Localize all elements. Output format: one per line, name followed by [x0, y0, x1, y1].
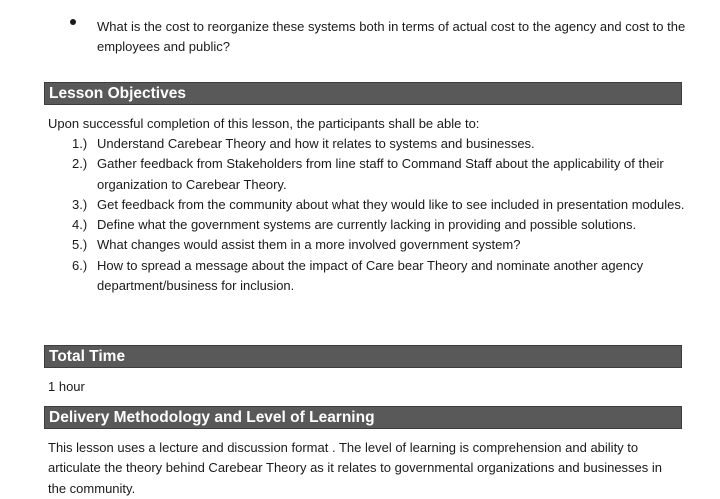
list-item [48, 235, 688, 255]
list-item-number: 4.) [72, 217, 88, 233]
list-item-number: 2.) [72, 156, 88, 172]
total-time-value: 1 hour [48, 379, 85, 394]
list-item [48, 154, 688, 195]
list-item-text: Define what the government systems are currently lacking in providing and possible solutions. [97, 217, 637, 233]
objectives-list [48, 134, 688, 296]
list-item-text: Gather feedback from Stakeholders from line staff to Command Staff about the applicability of their organization to Carebear Theory. [97, 156, 664, 192]
lesson-objectives-header [44, 82, 682, 105]
list-item-number: 3.) [72, 196, 88, 212]
list-item-text: Get feedback from the community about what they would like to see included in presentation modules. [97, 196, 685, 212]
bullet-icon [70, 16, 76, 22]
list-item-text: How to spread a message about the impact of Care bear Theory and nominate another agency department/business for inclusion. [97, 257, 644, 294]
list-item [48, 195, 688, 215]
total-time-title: Total Time [49, 348, 126, 365]
list-item [48, 215, 688, 235]
list-item-number: 5.) [72, 237, 88, 253]
list-item [48, 256, 688, 297]
delivery-methodology-header [44, 406, 682, 429]
delivery-methodology-text: This lesson uses a lecture and discussion format . The level of learning is comprehension and ability to articulate the theory behind Carebear Theory as it relates to governmental organizations and businesses in the community. [48, 440, 663, 496]
total-time-header [44, 345, 682, 368]
list-item-text: What changes would assist them in a more involved government system? [97, 237, 521, 253]
objectives-intro: Upon successful completion of this lesson, the participants shall be able to: [48, 116, 480, 131]
cost-question-bullet: What is the cost to reorganize these systems both in terms of actual cost to the agency and cost to the employees and public? [97, 19, 686, 54]
list-item-number: 6.) [72, 257, 88, 273]
delivery-methodology-title: Delivery Methodology and Level of Learning [49, 409, 375, 426]
list-item [48, 134, 688, 154]
list-item-number: 1.) [72, 136, 88, 151]
lesson-objectives-title: Lesson Objectives [49, 85, 186, 102]
list-item-text: Understand Carebear Theory and how it relates to systems and businesses. [97, 136, 535, 151]
